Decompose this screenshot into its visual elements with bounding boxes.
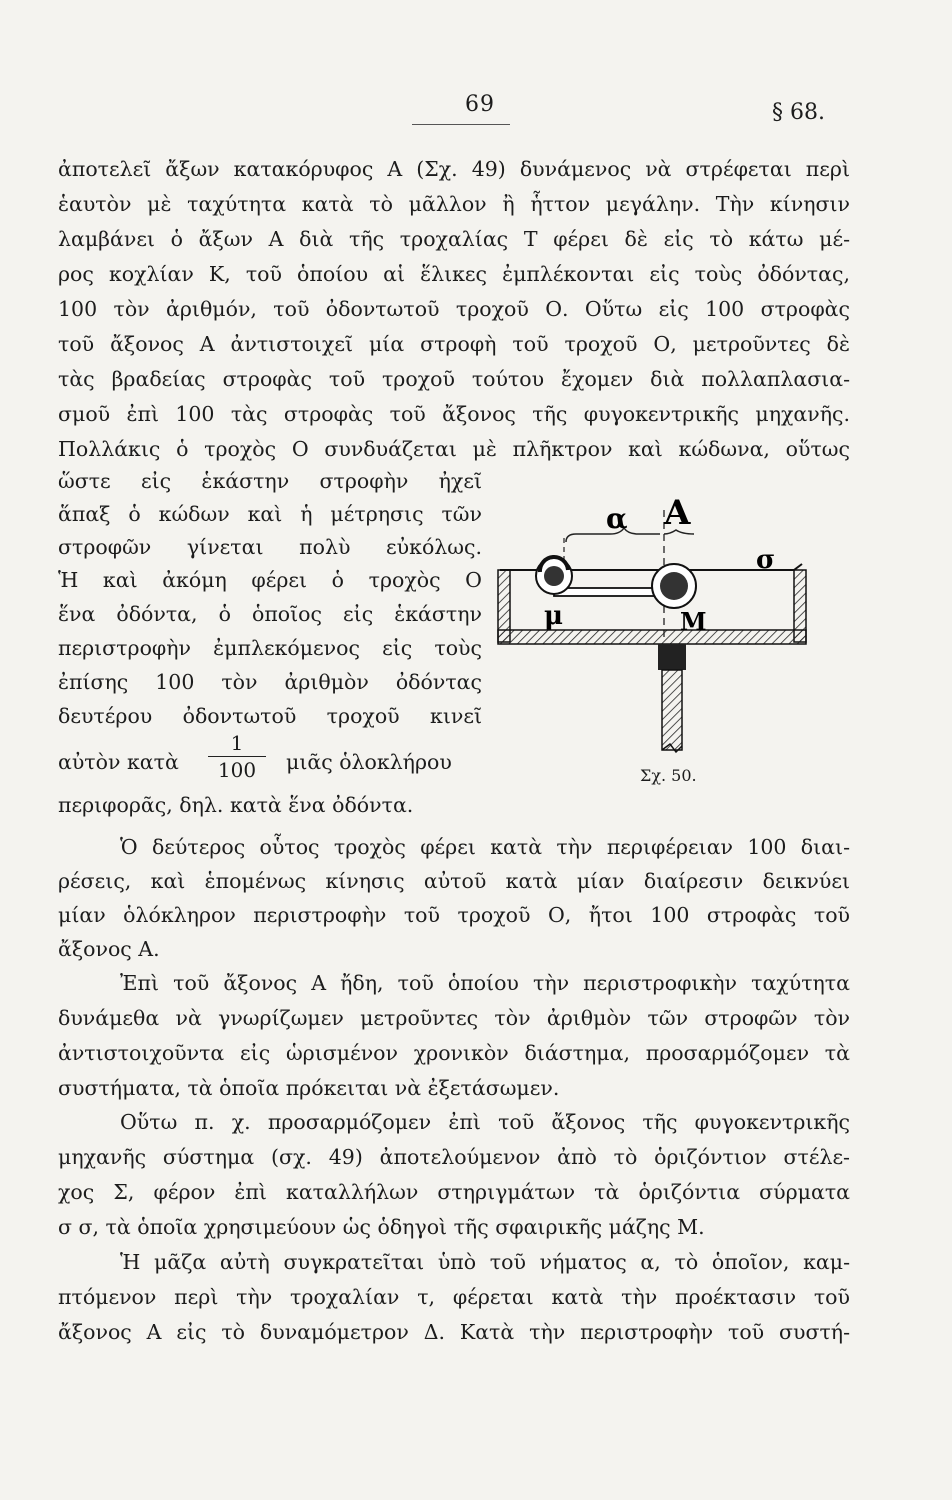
text-line: χος Σ, φέρον ἐπὶ καταλλήλων στηριγμάτων τὰ ὁριζόντια σύρματα <box>58 1180 850 1204</box>
text-line: τὰς βραδείας στροφὰς τοῦ τροχοῦ τούτου ἔχομεν διὰ πολλαπλασια- <box>58 367 850 391</box>
figure-diagram <box>484 490 824 790</box>
page-number: 69 <box>465 92 495 117</box>
text-line: ὥστε εἰς ἑκάστην στροφὴν ἠχεῖ <box>58 469 482 493</box>
text-line: Πολλάκις ὁ τροχὸς Ο συνδυάζεται μὲ πλῆκτρον καὶ κώδωνα, οὕτως <box>58 437 850 461</box>
centrifugal-apparatus-drawing <box>484 490 824 790</box>
text-line: Ἡ καὶ ἀκόμη φέρει ὁ τροχὸς Ο <box>58 568 482 592</box>
figure-caption: Σχ. 50. <box>640 766 697 785</box>
fraction-line <box>58 730 482 790</box>
text-line: συστήματα, τὰ ὁποῖα πρόκειται νὰ ἐξετάσωμεν. <box>58 1076 560 1100</box>
text-line: στροφῶν γίνεται πολὺ εὐκόλως. <box>58 535 482 559</box>
text-line: λαμβάνει ὁ ἄξων Α διὰ τῆς τροχαλίας Τ φέρει δὲ εἰς τὸ κάτω μέ- <box>58 227 850 251</box>
text-line: ἅπαξ ὁ κώδων καὶ ἡ μέτρησις τῶν <box>58 502 482 526</box>
base-frame <box>498 630 806 644</box>
vertical-shaft <box>662 670 682 750</box>
text-line: ἀντιστοιχοῦντα εἰς ὡρισμένον χρονικὸν διάστημα, προσαρμόζομεν τὰ <box>58 1041 850 1065</box>
text-line: περιστροφὴν ἐμπλεκόμενος εἰς τοὺς <box>58 636 482 660</box>
section-mark: § 68. <box>772 100 825 125</box>
text-line: περιφορᾶς, δηλ. κατὰ ἕνα ὀδόντα. <box>58 793 414 817</box>
page-number-rule <box>412 124 510 125</box>
fraction <box>208 730 266 783</box>
label-alpha: α <box>606 502 628 535</box>
fraction-numerator: 1 <box>208 730 266 757</box>
text-line: σμοῦ ἐπὶ 100 τὰς στροφὰς τοῦ ἄξονος τῆς φυγοκεντρικῆς μηχανῆς. <box>58 402 850 426</box>
label-mu: μ <box>544 601 564 631</box>
text-line: σ σ, τὰ ὁποῖα χρησιμεύουν ὡς ὁδηγοὶ τῆς σφαιρικῆς μάζης Μ. <box>58 1215 705 1239</box>
text-line: ἕνα ὀδόντα, ὁ ὁποῖος εἰς ἑκάστην <box>58 602 482 626</box>
text-line: Ὁ δεύτερος οὗτος τροχὸς φέρει κατὰ τὴν περιφέρειαν 100 διαι- <box>120 835 850 859</box>
text-line: ἀποτελεῖ ἄξων κατακόρυφος Α (Σχ. 49) δυνάμενος νὰ στρέφεται περὶ <box>58 157 850 181</box>
label-sigma: σ <box>756 545 776 575</box>
text-line: Ἡ μᾶζα αὐτὴ συγκρατεῖται ὑπὸ τοῦ νήματος α, τὸ ὁποῖον, καμ- <box>120 1250 850 1274</box>
label-M: Μ <box>680 607 707 636</box>
fraction-post-text: μιᾶς ὁλοκλήρου <box>286 750 452 774</box>
text-line: τοῦ ἄξονος Α ἀντιστοιχεῖ μία στροφὴ τοῦ τροχοῦ Ο, μετροῦντες δὲ <box>58 332 850 356</box>
label-A: Α <box>664 493 691 533</box>
text-line: ρέσεις, καὶ ἑπομένως κίνησις αὐτοῦ κατὰ μίαν διαίρεσιν δεικνύει <box>58 869 850 893</box>
text-line: ἐπίσης 100 τὸν ἀριθμὸν ὀδόντας <box>58 670 482 694</box>
text-line: ἄξονος Α. <box>58 937 160 961</box>
text-line: ἑαυτὸν μὲ ταχύτητα κατὰ τὸ μᾶλλον ἢ ἧττον μεγάλην. Τὴν κίνησιν <box>58 192 850 216</box>
text-line: 100 τὸν ἀριθμόν, τοῦ ὀδοντωτοῦ τροχοῦ Ο. Οὕτω εἰς 100 στροφὰς <box>58 297 850 321</box>
text-line: δυνάμεθα νὰ γνωρίζωμεν μετροῦντες τὸν ἀριθμὸν τῶν στροφῶν τὸν <box>58 1006 850 1030</box>
fraction-denominator: 100 <box>217 758 257 782</box>
guide-wire-end <box>794 564 802 570</box>
text-line: ἄξονος Α εἰς τὸ δυναμόμετρον Δ. Κατὰ τὴν περιστροφὴν τοῦ συστή- <box>58 1320 850 1344</box>
text-line: μηχανῆς σύστημα (σχ. 49) ἀποτελούμενον ἀπὸ τὸ ὁριζόντιον στέλε- <box>58 1145 850 1169</box>
text-line: πτόμενον περὶ τὴν τροχαλίαν τ, φέρεται κατὰ τὴν προέκτασιν τοῦ <box>58 1285 850 1309</box>
text-line: δευτέρου ὀδοντωτοῦ τροχοῦ κινεῖ <box>58 704 482 728</box>
text-line: Ἐπὶ τοῦ ἄξονος Α ἤδη, τοῦ ὁποίου τὴν περιστροφικὴν ταχύτητα <box>120 971 850 995</box>
shaft-collar <box>658 644 686 670</box>
fraction-pre-text: αὐτὸν κατὰ <box>58 750 179 774</box>
text-line: ρος κοχλίαν Κ, τοῦ ὁποίου αἱ ἕλικες ἐμπλέκονται εἰς τοὺς ὀδόντας, <box>58 262 850 286</box>
text-line: μίαν ὁλόκληρον περιστροφὴν τοῦ τροχοῦ Ο, ἤτοι 100 στροφὰς τοῦ <box>58 903 850 927</box>
text-line: Οὕτω π. χ. προσαρμόζομεν ἐπὶ τοῦ ἄξονος τῆς φυγοκεντρικῆς <box>120 1110 850 1134</box>
